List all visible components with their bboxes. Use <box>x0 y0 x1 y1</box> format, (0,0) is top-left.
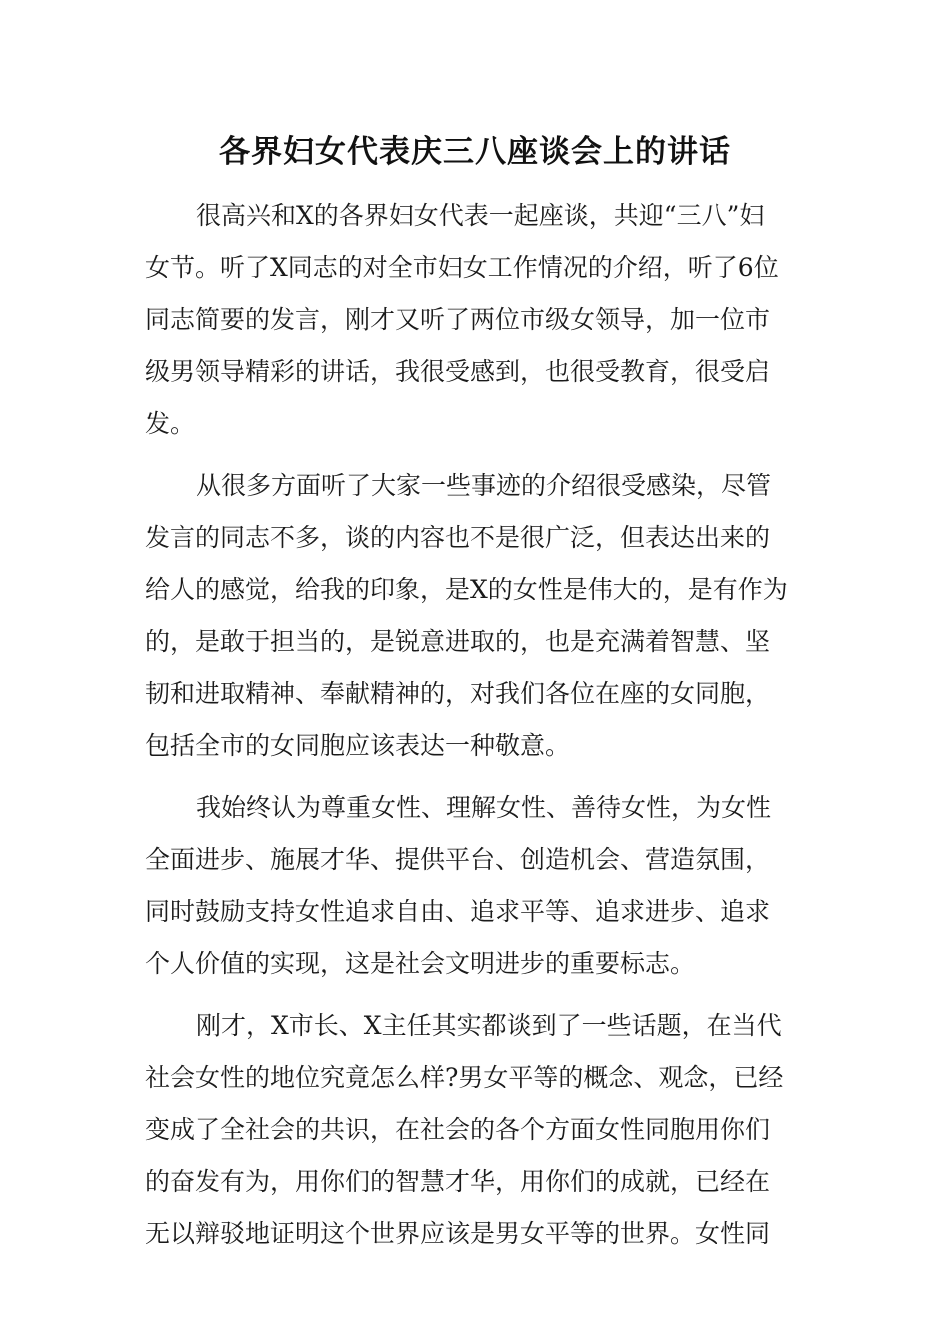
paragraph-line: 包括全市的女同胞应该表达一种敬意。 <box>145 731 571 760</box>
paragraph-line: 我始终认为尊重女性、理解女性、善待女性，为女性 <box>196 793 772 822</box>
paragraph-line: 很高兴和X的各界妇女代表一起座谈，共迎“三八”妇 <box>196 201 765 230</box>
paragraph-line: 变成了全社会的共识，在社会的各个方面女性同胞用你们 <box>145 1115 771 1144</box>
paragraph-line: 的奋发有为，用你们的智慧才华，用你们的成就，已经在 <box>145 1167 771 1196</box>
document-title: 各界妇女代表庆三八座谈会上的讲话 <box>219 134 731 170</box>
paragraph-line: 个人价值的实现，这是社会文明进步的重要标志。 <box>145 949 696 978</box>
paragraph-line: 的，是敢于担当的，是锐意进取的，也是充满着智慧、坚 <box>145 627 771 656</box>
paragraph-line: 给人的感觉，给我的印象，是X的女性是伟大的，是有作为 <box>145 575 788 604</box>
paragraph-line: 级男领导精彩的讲话，我很受感到，也很受教育，很受启 <box>145 357 771 386</box>
paragraph <box>145 782 825 990</box>
paragraph-line: 女节。听了X同志的对全市妇女工作情况的介绍，听了6位 <box>145 253 779 282</box>
paragraph-line: 发。 <box>145 409 196 438</box>
paragraph-line: 韧和进取精神、奉献精神的，对我们各位在座的女同胞， <box>145 679 771 708</box>
paragraph-line: 刚才，X市长、X主任其实都谈到了一些话题，在当代 <box>196 1011 782 1040</box>
paragraph-line: 社会女性的地位究竟怎么样?男女平等的概念、观念，已经 <box>145 1063 784 1092</box>
paragraph-line: 全面进步、施展才华、提供平台、创造机会、营造氛围， <box>145 845 771 874</box>
paragraph-line: 发言的同志不多，谈的内容也不是很广泛，但表达出来的 <box>145 523 771 552</box>
paragraph <box>145 460 825 772</box>
paragraph <box>145 1000 825 1260</box>
document-body <box>145 190 825 1270</box>
paragraph-line: 从很多方面听了大家一些事迹的介绍很受感染，尽管 <box>196 471 772 500</box>
paragraph <box>145 190 825 450</box>
paragraph-line: 同时鼓励支持女性追求自由、追求平等、追求进步、追求 <box>145 897 771 926</box>
paragraph-line: 无以辩驳地证明这个世界应该是男女平等的世界。女性同 <box>145 1219 771 1248</box>
paragraph-line: 同志简要的发言，刚才又听了两位市级女领导，加一位市 <box>145 305 771 334</box>
